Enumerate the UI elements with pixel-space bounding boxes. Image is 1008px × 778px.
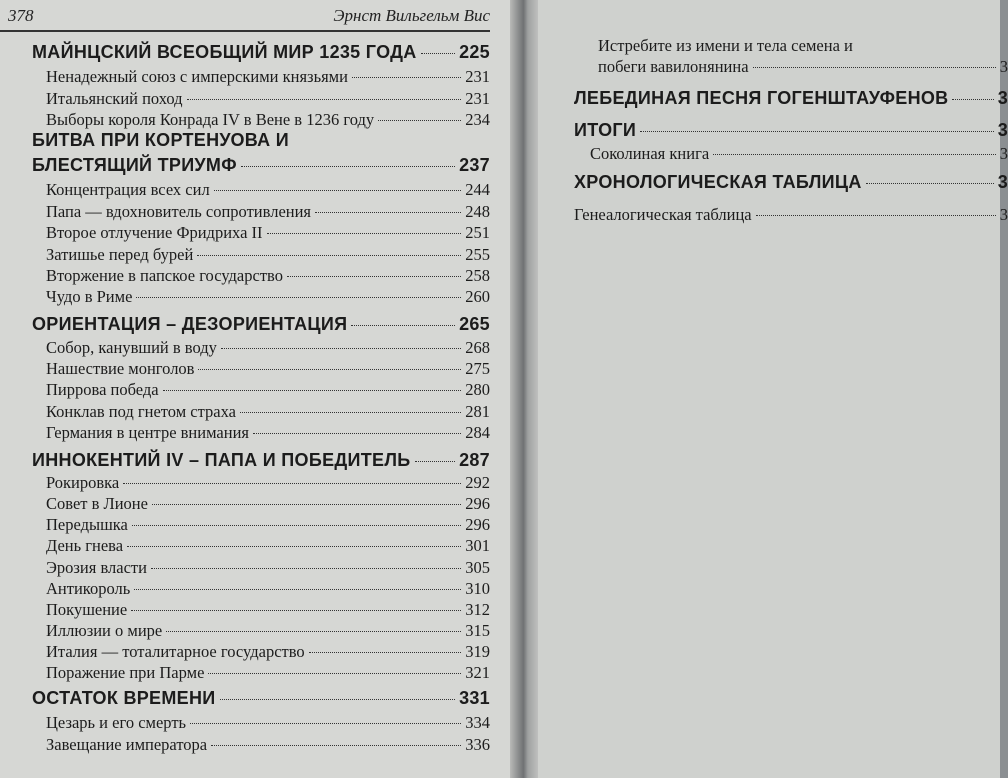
right-page bbox=[538, 0, 1008, 778]
toc-section bbox=[598, 57, 1008, 77]
toc-title: Антикороль bbox=[46, 579, 131, 598]
toc-title: Германия в центре внимания bbox=[46, 423, 249, 442]
dot-leader bbox=[640, 131, 994, 132]
dot-leader bbox=[753, 67, 996, 68]
header-rule bbox=[0, 30, 490, 32]
dot-leader bbox=[166, 631, 461, 632]
toc-page-number: 3 bbox=[997, 88, 1008, 108]
dot-leader bbox=[198, 369, 461, 370]
toc-title: ХРОНОЛОГИЧЕСКАЯ ТАБЛИЦА bbox=[574, 172, 862, 192]
toc-title: побеги вавилонянина bbox=[598, 57, 749, 76]
toc-title: Иллюзии о мире bbox=[46, 621, 163, 640]
toc-section bbox=[46, 536, 490, 556]
toc-title: День гнева bbox=[46, 536, 124, 555]
dot-leader bbox=[866, 183, 994, 184]
dot-leader bbox=[378, 120, 461, 121]
toc-title: Итальянский поход bbox=[46, 89, 183, 108]
toc-page-number: 231 bbox=[465, 89, 490, 108]
book-gutter bbox=[510, 0, 540, 778]
toc-page-number: 255 bbox=[465, 245, 490, 264]
toc-title: МАЙНЦСКИЙ ВСЕОБЩИЙ МИР 1235 ГОДА bbox=[32, 42, 417, 62]
toc-section bbox=[46, 402, 490, 422]
dot-leader bbox=[287, 276, 461, 277]
toc-section bbox=[46, 180, 490, 200]
toc-section bbox=[46, 110, 490, 130]
page-number: 378 bbox=[8, 6, 34, 25]
dot-leader bbox=[208, 673, 461, 674]
toc-section bbox=[46, 266, 490, 286]
toc-page-number: 265 bbox=[459, 314, 490, 334]
toc-page-number: 275 bbox=[465, 359, 490, 378]
toc-page-number: 296 bbox=[465, 494, 490, 513]
toc-title: Выборы короля Конрада IV в Вене в 1236 году bbox=[46, 110, 375, 129]
toc-page-number: 244 bbox=[465, 180, 490, 199]
toc-section bbox=[46, 287, 490, 307]
toc-page-number: 225 bbox=[459, 42, 490, 62]
toc-title: Второе отлучение Фридриха II bbox=[46, 223, 263, 242]
toc-section bbox=[46, 663, 490, 683]
toc-section bbox=[46, 642, 490, 662]
toc-section bbox=[590, 144, 1008, 164]
toc-title: Генеалогическая таблица bbox=[574, 205, 752, 224]
toc-page-number: 248 bbox=[465, 202, 490, 221]
toc-title: Эрозия власти bbox=[46, 558, 147, 577]
toc-section bbox=[46, 359, 490, 379]
dot-leader bbox=[134, 589, 461, 590]
toc-section bbox=[46, 713, 490, 733]
toc-section bbox=[46, 380, 490, 400]
dot-leader bbox=[163, 390, 462, 391]
dot-leader bbox=[756, 215, 996, 216]
dot-leader bbox=[221, 348, 461, 349]
toc-page-number: 312 bbox=[465, 600, 490, 619]
toc-chapter bbox=[574, 120, 1008, 141]
toc-chapter bbox=[32, 42, 490, 63]
dot-leader bbox=[187, 99, 462, 100]
toc-chapter bbox=[32, 450, 490, 471]
dot-leader bbox=[253, 433, 461, 434]
toc-title: БЛЕСТЯЩИЙ ТРИУМФ bbox=[32, 155, 237, 175]
toc-page-number: 3 bbox=[999, 57, 1008, 76]
dot-leader bbox=[240, 412, 461, 413]
dot-leader bbox=[309, 652, 462, 653]
toc-section bbox=[46, 338, 490, 358]
toc-section bbox=[46, 223, 490, 243]
toc-chapter bbox=[574, 172, 1008, 193]
toc-section bbox=[46, 245, 490, 265]
toc-section bbox=[46, 558, 490, 578]
toc-page-number: 280 bbox=[465, 380, 490, 399]
dot-leader bbox=[713, 154, 996, 155]
toc-page-number: 251 bbox=[465, 223, 490, 242]
dot-leader bbox=[315, 212, 461, 213]
toc-title: Соколиная книга bbox=[590, 144, 710, 163]
dot-leader bbox=[132, 525, 461, 526]
toc-title: Затишье перед бурей bbox=[46, 245, 194, 264]
toc-title: Вторжение в папское государство bbox=[46, 266, 283, 285]
dot-leader bbox=[127, 546, 461, 547]
toc-page-number: 301 bbox=[465, 536, 490, 555]
dot-leader bbox=[214, 190, 462, 191]
toc-page-number: 234 bbox=[465, 110, 490, 129]
toc-page-number: 305 bbox=[465, 558, 490, 577]
toc-title: Чудо в Риме bbox=[46, 287, 133, 306]
toc-chapter bbox=[32, 314, 490, 335]
toc-page-number: 260 bbox=[465, 287, 490, 306]
toc-title: Папа — вдохновитель сопротивления bbox=[46, 202, 312, 221]
toc-page-number: 268 bbox=[465, 338, 490, 357]
dot-leader bbox=[952, 99, 993, 100]
toc-page-number: 284 bbox=[465, 423, 490, 442]
toc-section bbox=[46, 423, 490, 443]
toc-section bbox=[46, 621, 490, 641]
toc-section bbox=[46, 515, 490, 535]
dot-leader bbox=[131, 610, 461, 611]
toc-page-number: 331 bbox=[459, 688, 490, 708]
dot-leader bbox=[352, 77, 461, 78]
toc-title: Совет в Лионе bbox=[46, 494, 148, 513]
toc-page-number: 258 bbox=[465, 266, 490, 285]
toc-title: ИТОГИ bbox=[574, 120, 637, 140]
toc-title: Собор, канувший в воду bbox=[46, 338, 217, 357]
dot-leader bbox=[152, 504, 461, 505]
toc-chapter bbox=[32, 155, 490, 176]
toc-title: Передышка bbox=[46, 515, 128, 534]
toc-page-number: 3 bbox=[997, 120, 1008, 140]
dot-leader bbox=[197, 255, 461, 256]
toc-section bbox=[574, 205, 1008, 225]
page-header bbox=[0, 0, 500, 36]
toc-page-number: 231 bbox=[465, 67, 490, 86]
dot-leader bbox=[267, 233, 462, 234]
dot-leader bbox=[190, 723, 461, 724]
toc-chapter bbox=[574, 88, 1008, 109]
toc-page-number: 296 bbox=[465, 515, 490, 534]
toc-title: ИННОКЕНТИЙ IV – ПАПА И ПОБЕДИТЕЛЬ bbox=[32, 450, 411, 470]
dot-leader bbox=[211, 745, 461, 746]
toc-entry-line: Истребите из имени и тела семена и bbox=[598, 36, 853, 55]
toc-section bbox=[46, 473, 490, 493]
toc-title: Покушение bbox=[46, 600, 128, 619]
toc-page-number: 321 bbox=[465, 663, 490, 682]
dot-leader bbox=[241, 166, 455, 167]
toc-section bbox=[46, 89, 490, 109]
toc-title: Поражение при Парме bbox=[46, 663, 205, 682]
toc-title: Италия — тоталитарное государство bbox=[46, 642, 305, 661]
toc-title: ЛЕБЕДИНАЯ ПЕСНЯ ГОГЕНШТАУФЕНОВ bbox=[574, 88, 949, 108]
toc-page-number: 281 bbox=[465, 402, 490, 421]
toc-title: Завещание императора bbox=[46, 735, 208, 754]
toc-chapter bbox=[32, 688, 490, 709]
dot-leader bbox=[220, 699, 456, 700]
toc-page-number: 3 bbox=[997, 172, 1008, 192]
toc-title: Пиррова победа bbox=[46, 380, 159, 399]
toc-page-number: 292 bbox=[465, 473, 490, 492]
toc-page-number: 310 bbox=[465, 579, 490, 598]
running-head-author: Эрнст Вильгельм Вис bbox=[333, 6, 490, 25]
toc-section bbox=[46, 735, 490, 755]
toc-title: Ненадежный союз с имперскими князьями bbox=[46, 67, 348, 86]
toc-title: ОРИЕНТАЦИЯ – ДЕЗОРИЕНТАЦИЯ bbox=[32, 314, 348, 334]
toc-page-number: 287 bbox=[459, 450, 490, 470]
toc-page-number: 319 bbox=[465, 642, 490, 661]
toc-section bbox=[46, 202, 490, 222]
toc-page-number: 315 bbox=[465, 621, 490, 640]
toc-title: Конклав под гнетом страха bbox=[46, 402, 236, 421]
dot-leader bbox=[151, 568, 461, 569]
toc-title: Рокировка bbox=[46, 473, 120, 492]
dot-leader bbox=[351, 325, 455, 326]
toc-title: Нашествие монголов bbox=[46, 359, 195, 378]
toc-title: Концентрация всех сил bbox=[46, 180, 210, 199]
dot-leader bbox=[136, 297, 461, 298]
toc-page-number: 334 bbox=[465, 713, 490, 732]
toc-page-number: 237 bbox=[459, 155, 490, 175]
toc-page-number: 336 bbox=[465, 735, 490, 754]
toc-section bbox=[46, 600, 490, 620]
toc-page-number: 3 bbox=[999, 144, 1008, 163]
toc-section bbox=[46, 579, 490, 599]
toc-page-number: 3 bbox=[999, 205, 1008, 224]
toc-title: Цезарь и его смерть bbox=[46, 713, 187, 732]
dot-leader bbox=[123, 483, 461, 484]
toc-section bbox=[46, 494, 490, 514]
toc-section bbox=[46, 67, 490, 87]
dot-leader bbox=[415, 461, 456, 462]
toc-title: ОСТАТОК ВРЕМЕНИ bbox=[32, 688, 216, 708]
dot-leader bbox=[421, 53, 456, 54]
toc-heading-line: БИТВА ПРИ КОРТЕНУОВА И bbox=[32, 130, 290, 150]
